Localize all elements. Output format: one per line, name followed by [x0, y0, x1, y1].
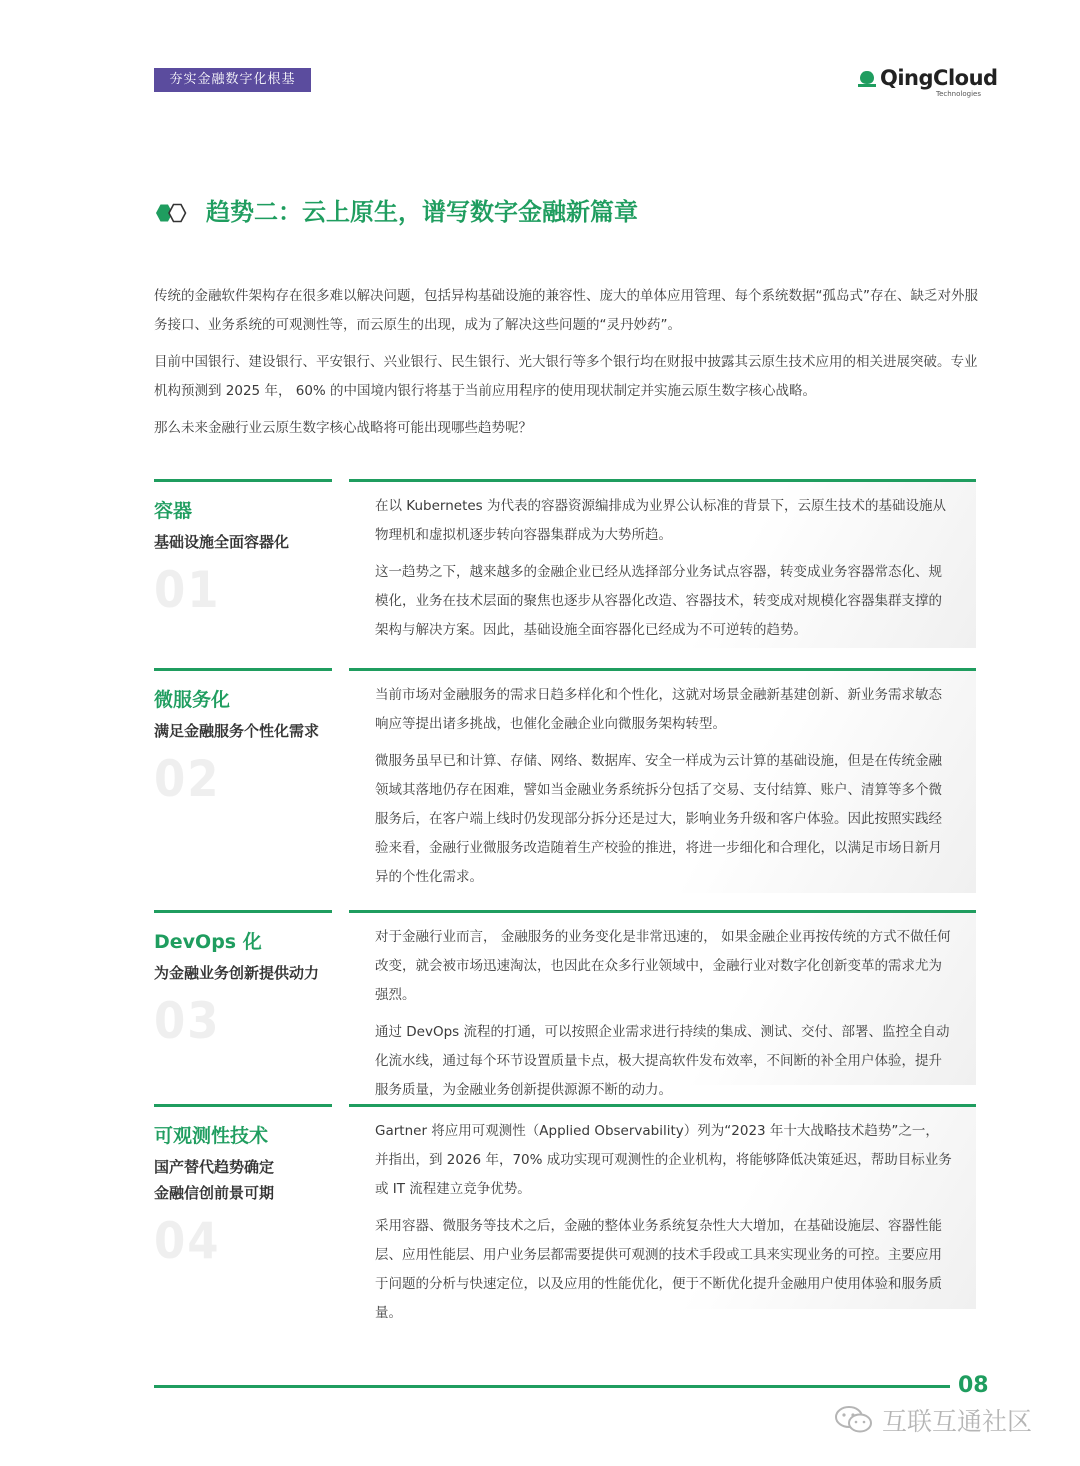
- trend-subtitle: 国产替代趋势确定 金融信创前景可期: [154, 1158, 275, 1202]
- wechat-icon: [834, 1406, 874, 1434]
- trend-description: [349, 910, 976, 1098]
- intro-paragraph: 那么未来金融行业云原生数字核心战略将可能出现哪些趋势呢？: [154, 420, 532, 436]
- section-title: 趋势二：云上原生，谱写数字金融新篇章: [206, 198, 638, 226]
- divider: [154, 668, 332, 671]
- trend-paragraph: 对于金融行业而言， 金融服务的业务变化是非常迅速的， 如果金融企业再按传统的方式不做任何改变，就会被市场迅速淘汰，也因此在众多行业领域中，金融行业对数字化创新变革的需求尤为强烈。: [375, 929, 951, 1003]
- qingcloud-logo: [858, 66, 998, 100]
- trend-number: 04: [154, 1212, 221, 1270]
- trend-title: 可观测性技术: [154, 1125, 269, 1147]
- trend-paragraph: 在以 Kubernetes 为代表的容器资源编排成为业界公认标准的背景下，云原生技术的基础设施从物理机和虚拟机逐步转向容器集群成为大势所趋。: [375, 498, 947, 543]
- divider: [154, 1104, 332, 1107]
- trend-heading: [154, 1104, 332, 1270]
- trend-paragraph: 通过 DevOps 流程的打通，可以按照企业需求进行持续的集成、测试、交付、部署、监控全自动化流水线，通过每个环节设置质量卡点，极大提高软件发布效率，不间断的补全用户体验，提升服务质量，为金融业务创新提供源源不断的动力。: [375, 1024, 950, 1098]
- trend-number: 03: [154, 992, 221, 1050]
- trend-subtitle: 基础设施全面容器化: [154, 533, 290, 551]
- trend-number: 01: [154, 561, 221, 619]
- trend-description: [349, 668, 976, 893]
- trend-subtitle: 为金融业务创新提供动力: [154, 964, 320, 982]
- trend-heading: [154, 479, 332, 619]
- trend-title: 容器: [154, 500, 193, 522]
- trend-description: [349, 479, 976, 648]
- intro-text: [154, 282, 978, 451]
- intro-paragraph: 传统的金融软件架构存在很多难以解决问题，包括异构基础设施的兼容性、庞大的单体应用管理、每个系统数据“孤岛式”存在、缺乏对外服务接口、业务系统的可观测性等，而云原生的出现，成为了解决这些问题的“灵丹妙药”。: [154, 288, 978, 333]
- trend-paragraph: 采用容器、微服务等技术之后，金融的整体业务系统复杂性大大增加，在基础设施层、容器性能层、应用性能层、用户业务层都需要提供可观测的技术手段或工具来实现业务的可控。主要应用于问题的分析与快速定位，以及应用的性能优化，便于不断优化提升金融用户使用体验和服务质量。: [375, 1218, 942, 1321]
- trend-title: DevOps 化: [154, 931, 262, 953]
- header-tag: 夯实金融数字化根基: [154, 68, 311, 92]
- trend-paragraph: 微服务虽早已和计算、存储、网络、数据库、安全一样成为云计算的基础设施，但是在传统金融领域其落地仍存在困难，譬如当金融业务系统拆分包括了交易、支付结算、账户、清算等多个微服务后，在客户端上线时仍发现部分拆分还是过大，影响业务升级和客户体验。因此按照实践经验来看，金融行业微服务改造随着生产校验的推进，将进一步细化和合理化，以满足市场日新月异的个性化需求。: [375, 753, 942, 885]
- page-number: 08: [958, 1373, 989, 1398]
- divider: [154, 479, 332, 482]
- trend-description: [349, 1104, 976, 1321]
- trend-paragraph: 这一趋势之下，越来越多的金融企业已经从选择部分业务试点容器，转变成业务容器常态化、规模化，业务在技术层面的聚焦也逐步从容器化改造、容器技术，转变成对规模化容器集群支撑的架构与解决方案。因此，基础设施全面容器化已经成为不可逆转的趋势。: [375, 564, 942, 638]
- qingcloud-logo-icon: [858, 70, 876, 88]
- hexagon-icon: [154, 202, 188, 224]
- logo-name: QingCloud: [880, 66, 998, 90]
- footer-divider: [154, 1385, 950, 1388]
- trend-heading: [154, 668, 332, 808]
- trend-number: 02: [154, 750, 221, 808]
- logo-sub: Technologies: [936, 90, 981, 98]
- trend-subtitle: 满足金融服务个性化需求: [154, 722, 320, 740]
- watermark-text: 互联互通社区: [882, 1407, 1033, 1436]
- intro-paragraph: 目前中国银行、建设银行、平安银行、兴业银行、民生银行、光大银行等多个银行均在财报中披露其云原生技术应用的相关进展突破。专业机构预测到 2025 年， 60% 的中国境内银行将基于当前应用程序的使用现状制定并实施云原生数字核心战略。: [154, 354, 978, 399]
- trend-paragraph: 当前市场对金融服务的需求日趋多样化和个性化，这就对场景金融新基建创新、新业务需求敏态响应等提出诸多挑战，也催化金融企业向微服务架构转型。: [375, 687, 942, 732]
- trend-paragraph: Gartner 将应用可观测性（Applied Observability）列为“2023 年十大战略技术趋势”之一， 并指出，到 2026 年，70% 成功实现可观测性的企业机构，将能够降低决策延迟，帮助目标业务或 IT 流程建立竞争优势。: [375, 1123, 952, 1197]
- trend-heading: [154, 910, 332, 1050]
- divider: [154, 910, 332, 913]
- trend-title: 微服务化: [154, 689, 231, 711]
